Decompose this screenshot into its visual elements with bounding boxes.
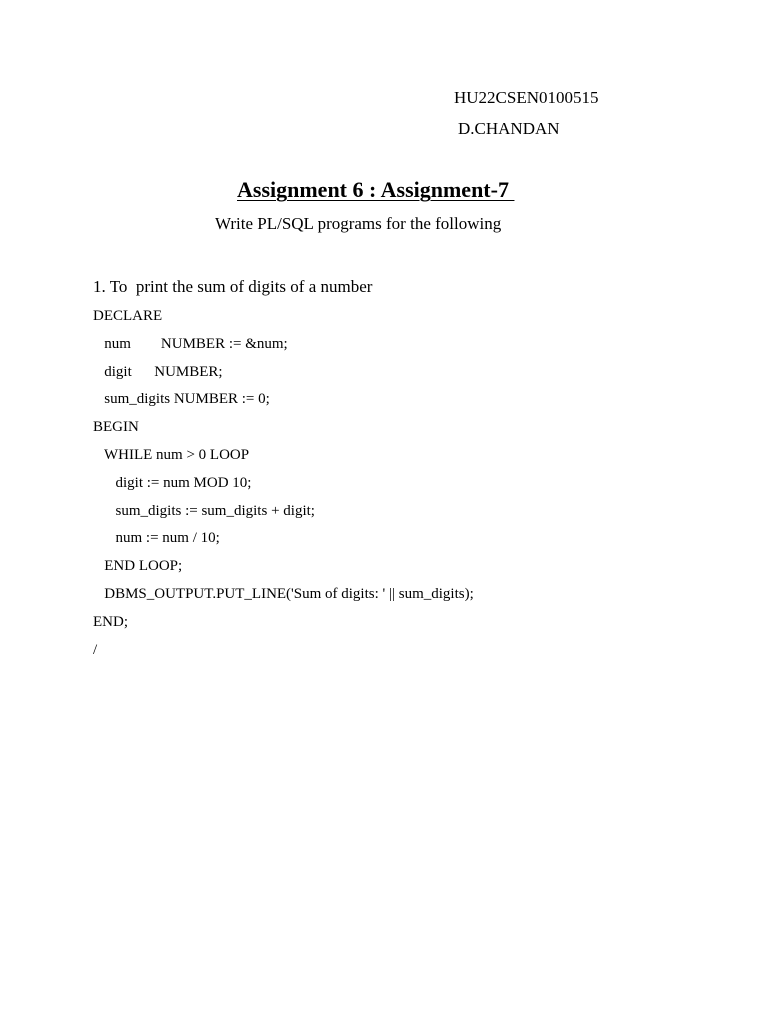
- assignment-subtitle: Write PL/SQL programs for the following: [215, 214, 502, 233]
- code-line: num NUMBER := &num;: [93, 335, 288, 352]
- assignment-title: Assignment 6 : Assignment-7: [237, 177, 515, 202]
- code-line: sum_digits := sum_digits + digit;: [93, 502, 315, 519]
- code-line: END LOOP;: [93, 558, 183, 575]
- code-line: DECLARE: [93, 308, 163, 324]
- question-heading: 1. To print the sum of digits of a number: [93, 277, 373, 296]
- roll-number: HU22CSEN0100515: [454, 88, 599, 107]
- code-line: num := num / 10;: [93, 530, 220, 547]
- code-line: sum_digits NUMBER := 0;: [93, 391, 270, 408]
- code-line: END;: [93, 613, 128, 630]
- code-line: DBMS_OUTPUT.PUT_LINE('Sum of digits: ' || sum_digits);: [93, 585, 474, 602]
- student-name: D.CHANDAN: [458, 119, 560, 138]
- code-line: /: [93, 641, 98, 658]
- code-line: digit NUMBER;: [93, 363, 223, 380]
- code-line: WHILE num > 0 LOOP: [93, 446, 250, 463]
- code-line: BEGIN: [93, 419, 139, 436]
- code-line: digit := num MOD 10;: [93, 474, 252, 491]
- code-block: [93, 308, 474, 669]
